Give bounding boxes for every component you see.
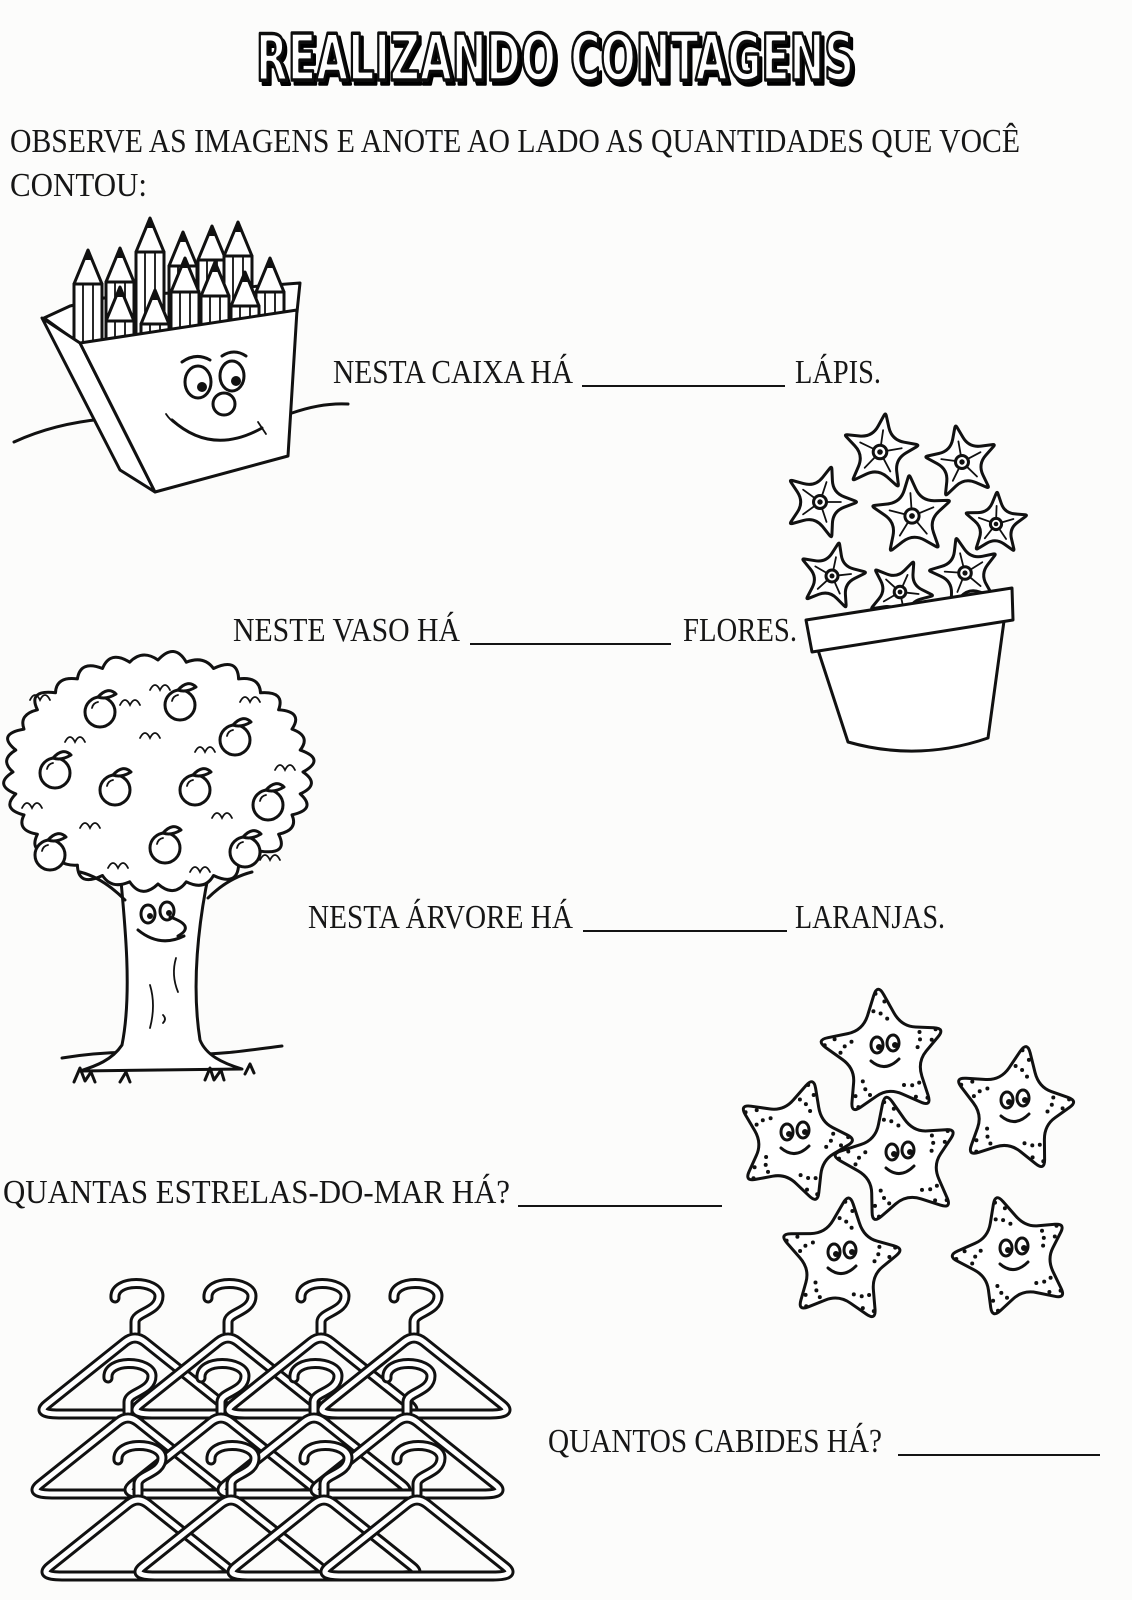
starfish-dot	[877, 1215, 881, 1219]
box-pupil	[197, 382, 207, 392]
box-eye	[220, 361, 244, 391]
starfish-dot	[1027, 1058, 1031, 1062]
starfish-dot	[985, 1087, 989, 1091]
orange-fruit	[230, 837, 260, 867]
starfish-dot	[872, 1309, 876, 1313]
starfish-dot	[804, 1304, 808, 1308]
starfish-pupil	[891, 1151, 897, 1157]
starfish-dot	[893, 1246, 897, 1250]
starfish-dot	[933, 1198, 937, 1202]
page-title: REALIZANDO CONTAGENS	[256, 22, 854, 96]
starfish-dot	[1031, 1155, 1035, 1159]
starfish-dot	[831, 1132, 835, 1136]
box-pupil	[231, 376, 241, 386]
orange-fruit	[85, 697, 115, 727]
starfish-dot	[833, 1037, 837, 1041]
starfish-dot	[1050, 1103, 1054, 1107]
starfish-dot	[814, 1176, 818, 1180]
question-suffix: FLORES.	[683, 612, 797, 649]
starfish-dot	[902, 1083, 906, 1087]
starfish-dot	[910, 1083, 914, 1087]
starfish-dot	[1040, 1229, 1044, 1233]
starfish-pupil	[892, 1042, 898, 1048]
starfish-dot	[867, 1293, 871, 1297]
starfish-dot	[764, 1155, 768, 1159]
starfish-dot	[876, 1252, 880, 1256]
starfish-dot	[850, 1209, 854, 1213]
starfish-dot	[857, 1156, 861, 1160]
starfish-dot	[1030, 1143, 1034, 1147]
starfish-dot	[1041, 1244, 1045, 1248]
orange-fruit	[100, 775, 130, 805]
starfish-dot	[1042, 1236, 1046, 1240]
starfish-dot	[889, 1119, 893, 1123]
starfish-dot	[945, 1198, 949, 1202]
starfish-dot	[1021, 1048, 1025, 1052]
starfish-dot	[970, 1080, 974, 1084]
starfish-dot	[954, 1257, 958, 1261]
starfish-dot	[996, 1309, 1000, 1313]
starfish-pupil	[833, 1251, 839, 1257]
starfish-dot	[972, 1094, 976, 1098]
starfish-dot	[877, 1245, 881, 1249]
starfish-dot	[804, 1102, 808, 1106]
starfish-dot	[1046, 1110, 1050, 1114]
starfish-dot	[799, 1173, 803, 1177]
starfish-dot	[854, 1162, 858, 1166]
orange-fruit	[150, 833, 180, 863]
starfish-dot	[863, 1150, 867, 1154]
starfish-dot	[769, 1116, 773, 1120]
starfish-dot	[818, 1295, 822, 1299]
box-eye	[185, 366, 211, 398]
question-prefix: NESTA ÁRVORE HÁ	[308, 899, 574, 936]
starfish-dot	[991, 1299, 995, 1303]
flower-center-dot	[898, 590, 903, 595]
starfish-dot	[1020, 1068, 1024, 1072]
starfish-pupil	[1005, 1247, 1011, 1253]
starfish-dot	[973, 1255, 977, 1259]
starfish-dot	[755, 1123, 759, 1127]
starfish-dot	[1059, 1289, 1063, 1293]
starfish-dot	[873, 1204, 877, 1208]
starfish-dot	[798, 1098, 802, 1102]
tree-pupil	[166, 910, 172, 916]
starfish-dot	[1061, 1106, 1065, 1110]
starfish-dot	[815, 1192, 819, 1196]
starfish-dot	[837, 1157, 841, 1161]
orange-fruit	[165, 690, 195, 720]
starfish-dot	[887, 1255, 891, 1259]
starfish-dot	[861, 1079, 865, 1083]
starfish-dot	[994, 1217, 998, 1221]
orange-fruit	[253, 790, 283, 820]
starfish-dot	[920, 1188, 924, 1192]
starfish-dot	[914, 1095, 918, 1099]
starfish-dot	[1038, 1143, 1042, 1147]
starfish-dot	[795, 1235, 799, 1239]
starfish-pupil	[1021, 1245, 1027, 1251]
starfish-dot	[839, 1143, 843, 1147]
starfish-dot	[874, 992, 878, 996]
orange-fruit	[180, 775, 210, 805]
starfish-dot	[839, 1051, 843, 1055]
starfish-dot	[917, 1081, 921, 1085]
starfish-dot	[974, 1138, 978, 1142]
starfish-dot	[806, 1176, 810, 1180]
starfish-dot	[1001, 1218, 1005, 1222]
starfish-dot	[995, 1284, 999, 1288]
instruction-line-2: CONTOU:	[10, 167, 147, 204]
starfish-dot	[1055, 1224, 1059, 1228]
starfish-pupil	[876, 1044, 882, 1050]
starfish-dot	[986, 1135, 990, 1139]
starfish-dot	[896, 1124, 900, 1128]
starfish-dot	[882, 1000, 886, 1004]
starfish-pupil	[849, 1249, 855, 1255]
starfish-dot	[885, 1017, 889, 1021]
flower-center-dot	[817, 499, 822, 504]
question-prefix: NESTA CAIXA HÁ	[333, 354, 574, 391]
starfish-dot	[808, 1109, 812, 1113]
starfish-dot	[843, 1044, 847, 1048]
starfish-dot	[764, 1163, 768, 1167]
starfish-dot	[1003, 1206, 1007, 1210]
starfish-dot	[882, 1196, 886, 1200]
starfish-dot	[755, 1108, 759, 1112]
starfish-dot	[744, 1110, 748, 1114]
starfish-pupil	[786, 1131, 792, 1137]
starfish-dot	[879, 1012, 883, 1016]
starfish-dot	[999, 1291, 1003, 1295]
starfish-pupil	[1022, 1097, 1028, 1103]
starfish-dot	[838, 1216, 842, 1220]
flower-center-dot	[959, 459, 964, 464]
starfish-dot	[846, 1150, 850, 1154]
starfish-dot	[1041, 1159, 1045, 1163]
starfish-dot	[844, 1220, 848, 1224]
starfish-dot	[993, 1201, 997, 1205]
starfish-dot	[850, 1040, 854, 1044]
starfish-dot	[882, 1118, 886, 1122]
tree-pupil	[147, 913, 153, 919]
starfish-dot	[882, 1100, 886, 1104]
starfish-dot	[1025, 1075, 1029, 1079]
starfish-dot	[1008, 1222, 1012, 1226]
question-suffix: LÁPIS.	[795, 354, 881, 391]
question-suffix: LARANJAS.	[795, 899, 945, 936]
starfish-pupil	[1006, 1099, 1012, 1105]
starfish-dot	[959, 1083, 963, 1087]
orange-fruit	[220, 725, 250, 755]
starfish-dot	[1053, 1235, 1057, 1239]
flower-center-dot	[830, 574, 835, 579]
starfish-dot	[753, 1165, 757, 1169]
orange-fruit	[35, 840, 65, 870]
starfish-dot	[850, 1226, 854, 1230]
starfish-dot	[860, 1294, 864, 1298]
starfish-dot	[946, 1129, 950, 1133]
starfish-dot	[985, 1127, 989, 1131]
starfish-dot	[934, 1027, 938, 1031]
petal-vein	[910, 493, 911, 508]
petal-vein	[945, 572, 958, 573]
starfish-dot	[943, 1140, 947, 1144]
starfish-dot	[978, 1089, 982, 1093]
starfish-dot	[843, 1200, 847, 1204]
starfish-dot	[892, 1107, 896, 1111]
starfish-dot	[930, 1134, 934, 1138]
flower-center-dot	[877, 449, 883, 455]
starfish-pupil	[802, 1129, 808, 1135]
orange-fruit	[40, 758, 70, 788]
starfish-dot	[814, 1288, 818, 1292]
starfish-dot	[785, 1239, 789, 1243]
starfish-dot	[871, 1009, 875, 1013]
starfish-dot	[918, 1037, 922, 1041]
starfish-dot	[852, 1292, 856, 1296]
starfish-dot	[931, 1141, 935, 1145]
starfish-dot	[804, 1293, 808, 1297]
starfish-dot	[1067, 1097, 1071, 1101]
starfish-dot	[1049, 1276, 1053, 1280]
box-nose	[213, 393, 235, 415]
starfish-dot	[1051, 1096, 1055, 1100]
starfish-dot	[887, 1201, 891, 1205]
starfish-dot	[963, 1249, 967, 1253]
starfish-dot	[766, 1170, 770, 1174]
starfish-dot	[918, 1030, 922, 1034]
flower-center-dot	[962, 570, 967, 575]
starfish-dot	[970, 1262, 974, 1266]
starfish-dot	[974, 1150, 978, 1154]
starfish-dot	[1047, 1290, 1051, 1294]
starfish-dot	[879, 1189, 883, 1193]
starfish-dot	[829, 1139, 833, 1143]
starfish-dot	[873, 1259, 877, 1263]
starfish-dot	[930, 1149, 934, 1153]
starfish-dot	[798, 1249, 802, 1253]
question-prefix: QUANTAS ESTRELAS-DO-MAR HÁ?	[3, 1174, 510, 1211]
starfish-dot	[805, 1188, 809, 1192]
starfish-dot	[935, 1184, 939, 1188]
starfish-dot	[823, 1043, 827, 1047]
starfish-dot	[979, 1249, 983, 1253]
starfish-dot	[1005, 1296, 1009, 1300]
starfish-dot	[812, 1093, 816, 1097]
starfish-dot	[1042, 1280, 1046, 1284]
starfish-dot	[856, 1105, 860, 1109]
starfish-dot	[868, 1093, 872, 1097]
starfish-dot	[846, 1135, 850, 1139]
starfish-dot	[814, 1281, 818, 1285]
starfish-dot	[916, 1045, 920, 1049]
starfish-dot	[824, 1145, 828, 1149]
flower-center-dot	[909, 513, 915, 519]
starfish-dot	[1014, 1064, 1018, 1068]
starfish-dot	[854, 1094, 858, 1098]
starfish-dot	[926, 1096, 930, 1100]
question-prefix: QUANTOS CABIDES HÁ?	[548, 1423, 882, 1460]
starfish-dot	[806, 1083, 810, 1087]
starfish-dot	[928, 1187, 932, 1191]
starfish-dot	[863, 1087, 867, 1091]
question-prefix: NESTE VASO HÁ	[233, 612, 461, 649]
instruction-line-1: OBSERVE AS IMAGENS E ANOTE AO LADO AS QUANTIDADES QUE VOCÊ	[10, 123, 1020, 160]
starfish-dot	[861, 1306, 865, 1310]
starfish-dot	[988, 1142, 992, 1146]
starfish-dot	[1034, 1281, 1038, 1285]
flower-center-dot	[994, 522, 999, 527]
starfish-dot	[811, 1241, 815, 1245]
starfish-dot	[803, 1244, 807, 1248]
starfish-dot	[761, 1118, 765, 1122]
starfish-dot	[752, 1176, 756, 1180]
starfish-dot	[1023, 1141, 1027, 1145]
starfish-pupil	[907, 1149, 913, 1155]
starfish-dot	[930, 1038, 934, 1042]
